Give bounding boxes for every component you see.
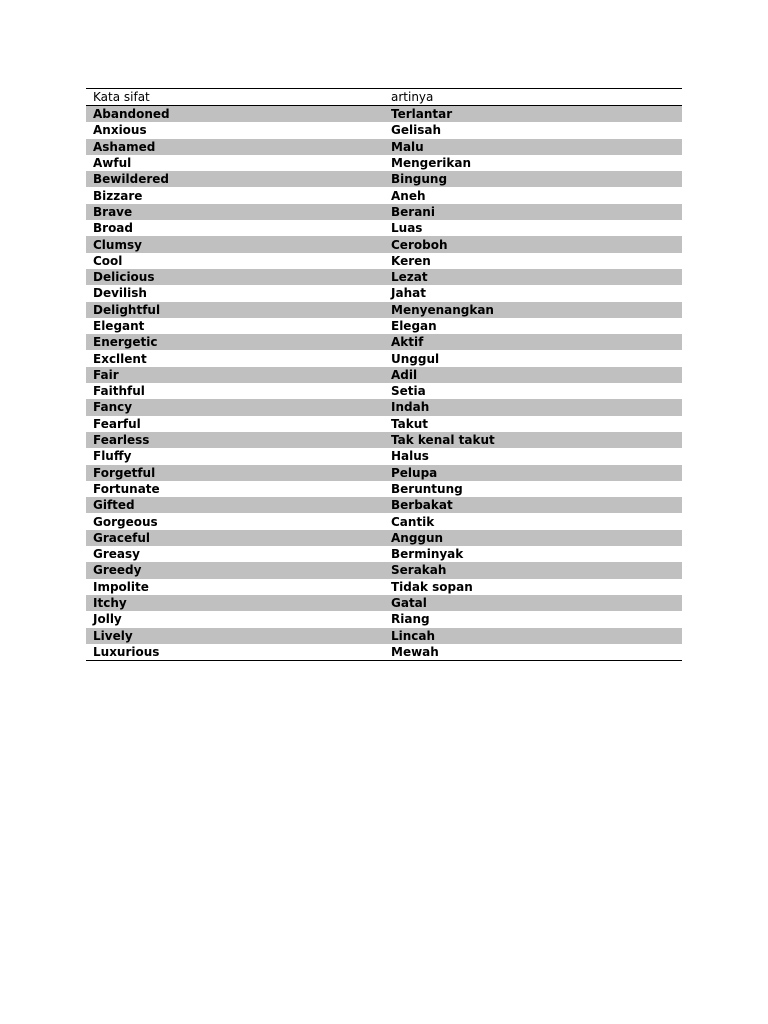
table-row <box>86 285 682 301</box>
adjective-cell: Greasy <box>93 547 140 562</box>
adjective-cell: Faithful <box>93 384 145 399</box>
meaning-cell: Unggul <box>391 351 440 366</box>
header-meaning: artinya <box>391 90 434 104</box>
table-row <box>86 236 682 252</box>
meaning-cell: Elegan <box>391 319 437 333</box>
table-row <box>86 106 682 123</box>
table-row <box>86 253 682 269</box>
table-row <box>86 481 682 497</box>
table-row <box>86 155 682 171</box>
table-row <box>86 562 682 578</box>
meaning-cell: Berminyak <box>391 547 464 562</box>
meaning-cell: Tidak sopan <box>391 579 473 594</box>
adjective-cell: Broad <box>93 221 133 236</box>
meaning-cell: Bingung <box>391 172 448 187</box>
meaning-cell: Riang <box>391 612 430 627</box>
adjective-cell: Ashamed <box>93 139 156 154</box>
table-row <box>86 579 682 595</box>
table-body <box>86 106 682 661</box>
table-row <box>86 628 682 644</box>
adjective-cell: Greedy <box>93 563 142 578</box>
adjective-cell: Fortunate <box>93 481 160 496</box>
table-row <box>86 187 682 203</box>
table-row <box>86 350 682 366</box>
adjective-cell: Jolly <box>93 612 122 627</box>
meaning-cell: Serakah <box>391 563 447 578</box>
meaning-cell: Takut <box>391 416 428 431</box>
table-row <box>86 122 682 138</box>
meaning-cell: Terlantar <box>391 107 453 122</box>
table-row <box>86 416 682 432</box>
table-row <box>86 644 682 661</box>
adjective-cell: Bizzare <box>93 188 143 203</box>
meaning-cell: Anggun <box>391 530 444 545</box>
table-row <box>86 220 682 236</box>
table-row <box>86 513 682 529</box>
table-row <box>86 399 682 415</box>
adjective-cell: Abandoned <box>93 107 170 122</box>
meaning-cell: Lezat <box>391 270 428 285</box>
adjective-cell: Excllent <box>93 351 147 366</box>
table-row <box>86 171 682 187</box>
vocabulary-table-container <box>86 88 682 661</box>
meaning-cell: Malu <box>391 139 424 154</box>
meaning-cell: Berbakat <box>391 498 453 513</box>
adjective-cell: Graceful <box>93 530 150 545</box>
meaning-cell: Lincah <box>391 628 436 643</box>
adjective-cell: Elegant <box>93 319 145 333</box>
adjective-cell: Delightful <box>93 302 161 317</box>
adjective-cell: Lively <box>93 628 133 643</box>
table-row <box>86 530 682 546</box>
table-row <box>86 465 682 481</box>
adjective-cell: Awful <box>93 156 132 171</box>
adjective-cell: Delicious <box>93 270 155 285</box>
adjective-cell: Cool <box>93 253 123 268</box>
table-row <box>86 318 682 334</box>
meaning-cell: Mengerikan <box>391 156 472 171</box>
table-row <box>86 546 682 562</box>
adjective-cell: Fair <box>93 367 119 382</box>
table-row <box>86 302 682 318</box>
meaning-cell: Gelisah <box>391 123 441 138</box>
meaning-cell: Pelupa <box>391 465 438 480</box>
adjective-cell: Bewildered <box>93 172 169 187</box>
meaning-cell: Halus <box>391 449 429 464</box>
meaning-cell: Adil <box>391 367 418 382</box>
header-adjective: Kata sifat <box>93 90 150 104</box>
table-row <box>86 497 682 513</box>
meaning-cell: Jahat <box>391 286 426 301</box>
vocabulary-table <box>86 88 682 661</box>
table-row <box>86 383 682 399</box>
adjective-cell: Fluffy <box>93 449 132 464</box>
meaning-cell: Keren <box>391 253 431 268</box>
adjective-cell: Devilish <box>93 286 147 301</box>
header-row <box>86 89 682 106</box>
adjective-cell: Gifted <box>93 498 135 513</box>
adjective-cell: Luxurious <box>93 644 160 659</box>
table-header <box>86 89 682 106</box>
table-row <box>86 448 682 464</box>
meaning-cell: Tak kenal takut <box>391 433 495 448</box>
meaning-cell: Berani <box>391 204 435 219</box>
adjective-cell: Energetic <box>93 335 158 350</box>
adjective-cell: Itchy <box>93 596 127 611</box>
adjective-cell: Brave <box>93 204 133 219</box>
meaning-cell: Ceroboh <box>391 237 448 252</box>
meaning-cell: Aneh <box>391 188 426 203</box>
table-row <box>86 611 682 627</box>
table-row <box>86 139 682 155</box>
adjective-cell: Anxious <box>93 123 147 138</box>
meaning-cell: Gatal <box>391 596 427 611</box>
meaning-cell: Setia <box>391 384 426 399</box>
meaning-cell: Luas <box>391 221 423 236</box>
table-row <box>86 432 682 448</box>
meaning-cell: Aktif <box>391 335 424 350</box>
adjective-cell: Fancy <box>93 400 133 415</box>
table-row <box>86 269 682 285</box>
adjective-cell: Clumsy <box>93 237 142 252</box>
meaning-cell: Indah <box>391 400 430 415</box>
adjective-cell: Gorgeous <box>93 514 158 529</box>
table-row <box>86 204 682 220</box>
adjective-cell: Forgetful <box>93 465 156 480</box>
adjective-cell: Fearful <box>93 416 141 431</box>
adjective-cell: Fearless <box>93 433 150 448</box>
meaning-cell: Cantik <box>391 514 435 529</box>
table-row <box>86 334 682 350</box>
table-row <box>86 367 682 383</box>
meaning-cell: Mewah <box>391 644 439 659</box>
meaning-cell: Menyenangkan <box>391 302 494 317</box>
meaning-cell: Beruntung <box>391 481 463 496</box>
table-row <box>86 595 682 611</box>
adjective-cell: Impolite <box>93 579 149 594</box>
